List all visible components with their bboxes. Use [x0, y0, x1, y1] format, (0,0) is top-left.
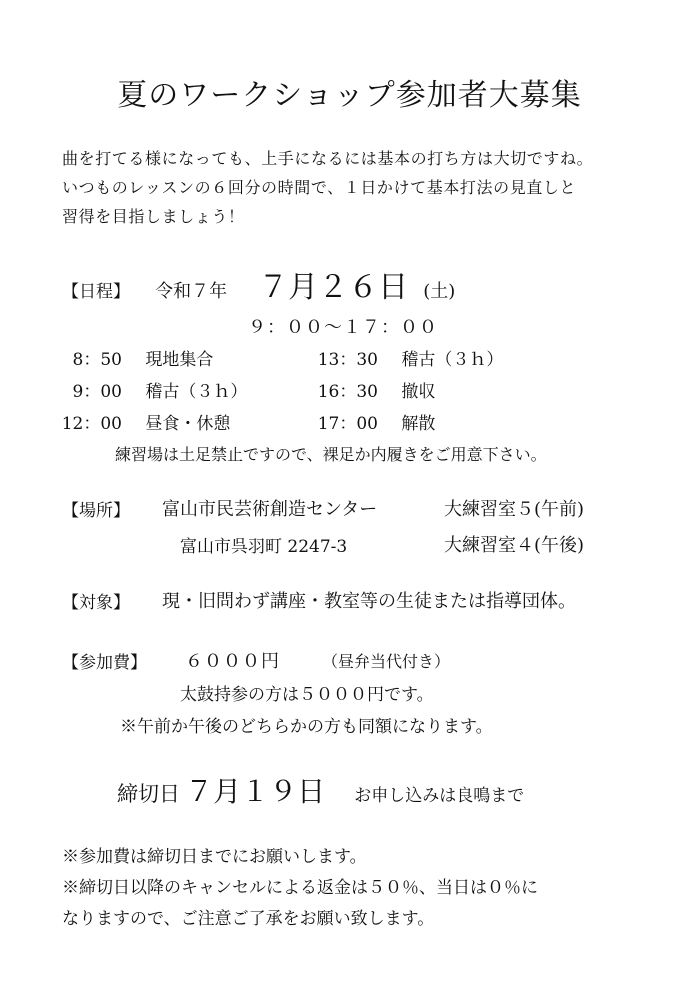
deadline-line	[117, 770, 524, 810]
intro-line-2: いつものレッスンの６回分の時間で、１日かけて基本打法の見直しと	[62, 178, 577, 197]
schedule-time: 9：00	[72, 382, 122, 402]
fee-note: （昼弁当代付き）	[322, 652, 451, 671]
schedule-item	[60, 345, 213, 370]
schedule-event: 稽古（３ｈ）	[145, 382, 248, 402]
schedule-era: 令和７年	[155, 281, 228, 302]
schedule-date-line	[62, 262, 455, 306]
schedule-time: 12：00	[61, 414, 122, 434]
fee-drum-note: 太鼓持参の方は５０００円です。	[180, 685, 434, 705]
notes-line-2: ※締切日以降のキャンセルによる返金は５０％、当日は０％に	[62, 878, 538, 898]
target-text: 現・旧問わず講座・教室等の生徒または指導団体。	[162, 591, 576, 612]
place-room-pm: 大練習室４(午後)	[444, 535, 585, 556]
schedule-item	[60, 409, 230, 434]
schedule-time-range: ９：００～１７：００	[248, 317, 438, 338]
place-venue: 富山市民芸術創造センター	[162, 499, 378, 520]
schedule-weekday: (土)	[423, 281, 456, 302]
schedule-label: 【日程】	[62, 282, 130, 302]
notes-line-3: なりますので、ご注意ご了承をお願い致します。	[62, 909, 435, 929]
schedule-event: 昼食・休憩	[145, 414, 231, 434]
schedule-time: 17：00	[317, 414, 378, 434]
fee-same-note: ※午前か午後のどちらかの方も同額になります。	[120, 717, 493, 737]
schedule-item	[60, 377, 247, 402]
schedule-item	[316, 377, 435, 402]
schedule-note: 練習場は土足禁止ですので、裸足か内履きをご用意下さい。	[115, 445, 547, 464]
place-address: 富山市呉羽町 2247-3	[180, 537, 348, 557]
schedule-time: 13：30	[317, 350, 378, 370]
intro-line-3: 習得を目指しましょう！	[62, 207, 245, 226]
notes-line-1: ※参加費は締切日までにお願いします。	[62, 847, 367, 867]
fee-label: 【参加費】	[62, 653, 147, 673]
deadline-label: 締切日	[117, 782, 180, 806]
schedule-event: 稽古（３ｈ）	[401, 350, 504, 370]
deadline-contact: お申し込みは良鳴まで	[354, 786, 525, 806]
schedule-item	[316, 409, 435, 434]
place-room-am: 大練習室５(午前)	[444, 499, 585, 520]
schedule-event: 現地集合	[145, 350, 214, 370]
schedule-item	[316, 345, 503, 370]
schedule-time: 8：50	[72, 350, 122, 370]
intro-line-1: 曲を打てる様になっても、上手になるには基本の打ち方は大切ですね。	[62, 149, 594, 168]
schedule-date: ７月２６日	[258, 270, 409, 305]
schedule-event: 解散	[401, 414, 436, 434]
schedule-event: 撤収	[401, 382, 436, 402]
page-title: 夏のワークショップ参加者大募集	[117, 78, 582, 113]
fee-amount: ６０００円	[185, 651, 280, 672]
target-label: 【対象】	[62, 593, 130, 613]
place-label: 【場所】	[62, 501, 130, 521]
schedule-time: 16：30	[317, 382, 378, 402]
deadline-date: ７月１９日	[185, 775, 326, 808]
